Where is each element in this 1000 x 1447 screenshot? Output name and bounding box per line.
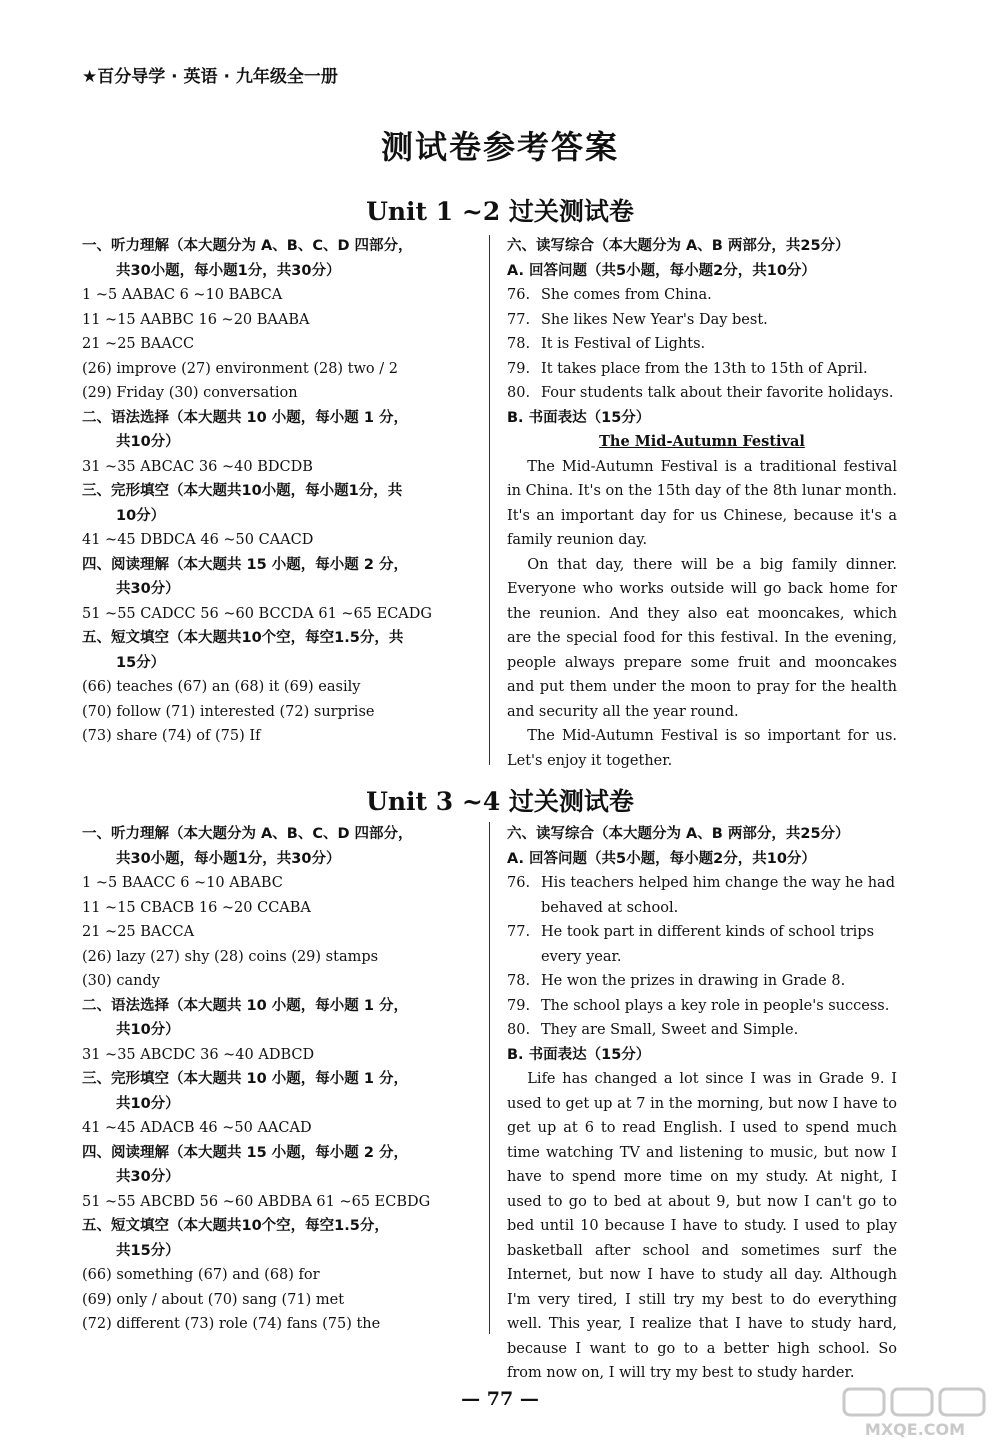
answer-line: 51 ~55 ABCBD 56 ~60 ABDBA 61 ~65 ECBDG <box>82 1193 431 1210</box>
answer-line: (69) only / about (70) sang (71) met <box>82 1291 345 1308</box>
watermark-logo <box>840 1385 990 1440</box>
essay-paragraph: Life has changed a lot since I was in Grade 9. I used to get up at 7 in the morning, but now I have to get up at 6 to read English. I used to spend much time watching TV and listening to music, but now I have to spend more time on my study. At night, I used to go to bed at about 9, but now I can't go to bed until 10 because I have to study. I used to play basketball after school and sometimes surf the Internet, but now I have to study all day. Although I'm very tired, I still try my best to do everything well. This year, I realize that I have to study hard, because I want to go to a better high school. So from now on, I will try my best to study harder. <box>507 1071 897 1381</box>
section-cloze: 三、完形填空（本大题共 10 小题，每小题 1 分， 共10分） <box>82 1071 408 1112</box>
section-cloze: 三、完形填空（本大题共10小题，每小题1分，共 10分） <box>82 483 403 524</box>
unit-3-4-title: Unit 3 ~4 过关测试卷 <box>366 787 634 816</box>
essay-title: The Mid-Autumn Festival <box>599 433 805 450</box>
answer-line: 11 ~15 AABBC 16 ~20 BAABA <box>82 311 310 328</box>
answer-line: 41 ~45 ADACB 46 ~50 AACAD <box>82 1120 312 1136</box>
answer-77: 77. She likes New Year's Day best. <box>507 311 768 328</box>
answer-line: 11 ~15 CBACB 16 ~20 CCABA <box>82 899 311 916</box>
answer-line: 41 ~45 DBDCA 46 ~50 CAACD <box>82 532 314 548</box>
section-fill-blank: 五、短文填空（本大题共10个空，每空1.5分，共 15分） <box>82 630 404 671</box>
svg-text:MXQE.COM: MXQE.COM <box>864 1420 966 1439</box>
part-a-heading: A. 回答问题（共5小题，每小题2分，共10分） <box>507 262 816 279</box>
essay-paragraph: The Mid-Autumn Festival is a traditional festival in China. It's on the 15th day of the 8th lunar month. It's an important day for us Chinese, because it's a family reunion day. <box>507 458 897 548</box>
section-listening: 一、听力理解（本大题分为 A、B、C、D 四部分， 共30小题，每小题1分，共30分） <box>82 238 413 279</box>
section-grammar: 二、语法选择（本大题共 10 小题，每小题 1 分， 共10分） <box>82 409 408 450</box>
answer-79: 79. It takes place from the 13th to 15th of April. <box>507 360 868 377</box>
answer-line: (66) something (67) and (68) for <box>82 1267 320 1283</box>
answer-76: 76. His teachers helped him change the way he had behaved at school. <box>507 875 895 916</box>
book-header: ★百分导学 · 英语 · 九年级全一册 <box>82 67 338 87</box>
answer-line: 21 ~25 BAACC <box>82 336 195 352</box>
answer-78: 78. He won the prizes in drawing in Grade 8. <box>507 973 846 989</box>
part-b-heading: B. 书面表达（15分） <box>507 409 651 426</box>
page-title: 测试卷参考答案 <box>380 128 619 166</box>
part-b-heading: B. 书面表达（15分） <box>507 1046 651 1063</box>
answer-line: 1 ~5 AABAC 6 ~10 BABCA <box>82 287 283 303</box>
answer-80: 80. They are Small, Sweet and Simple. <box>507 1022 799 1038</box>
unit-1-2-title: Unit 1 ~2 过关测试卷 <box>366 197 634 226</box>
unit-3-4-left-column <box>82 822 477 1337</box>
answer-line: (26) lazy (27) shy (28) coins (29) stamps <box>82 948 379 965</box>
answer-78: 78. It is Festival of Lights. <box>507 336 706 352</box>
answer-line: (29) Friday (30) conversation <box>82 385 298 401</box>
answer-line: 21 ~25 BACCA <box>82 924 195 940</box>
section-grammar: 二、语法选择（本大题共 10 小题，每小题 1 分， 共10分） <box>82 997 408 1038</box>
answer-line: 51 ~55 CADCC 56 ~60 BCCDA 61 ~65 ECADG <box>82 605 432 622</box>
answer-line: 1 ~5 BAACC 6 ~10 ABABC <box>82 875 283 891</box>
answer-line: (30) candy <box>82 973 160 989</box>
answer-76: 76. She comes from China. <box>507 287 712 303</box>
unit-1-2-left-column <box>82 234 477 749</box>
answer-line: (66) teaches (67) an (68) it (69) easily <box>82 679 361 695</box>
answer-80: 80. Four students talk about their favorite holidays. <box>507 385 894 401</box>
section-reading: 四、阅读理解（本大题共 15 小题，每小题 2 分， 共30分） <box>82 1144 408 1185</box>
section-reading-writing: 六、读写综合（本大题分为 A、B 两部分，共25分） <box>507 238 850 254</box>
answer-77: 77. He took part in different kinds of school trips every year. <box>507 924 875 965</box>
section-reading-writing: 六、读写综合（本大题分为 A、B 两部分，共25分） <box>507 826 850 842</box>
answer-line: (26) improve (27) environment (28) two / 2 <box>82 360 398 377</box>
page-number: — 77 — <box>461 1388 539 1410</box>
column-divider <box>489 822 490 1334</box>
section-reading: 四、阅读理解（本大题共 15 小题，每小题 2 分， 共30分） <box>82 556 408 597</box>
essay-paragraph: On that day, there will be a big family dinner. Everyone who works outside will go back home for the reunion. And they also eat mooncakes, which are the special food for this festival. In the evening, people always prepare some fruit and mooncakes and put them under the moon to pray for the health and security all the year round. <box>507 556 897 720</box>
answer-line: (73) share (74) of (75) If <box>82 728 261 744</box>
unit-3-4-right-column <box>507 822 897 1386</box>
section-listening: 一、听力理解（本大题分为 A、B、C、D 四部分， 共30小题，每小题1分，共30分） <box>82 826 413 867</box>
answer-line: 31 ~35 ABCDC 36 ~40 ADBCD <box>82 1046 315 1063</box>
answer-line: (70) follow (71) interested (72) surprise <box>82 703 375 720</box>
answer-79: 79. The school plays a key role in people's success. <box>507 997 890 1014</box>
unit-1-2-right-column <box>507 234 897 773</box>
column-divider <box>489 235 490 765</box>
essay-paragraph: The Mid-Autumn Festival is so important for us. Let's enjoy it together. <box>507 728 897 769</box>
part-a-heading: A. 回答问题（共5小题，每小题2分，共10分） <box>507 850 816 867</box>
answer-line: 31 ~35 ABCAC 36 ~40 BDCDB <box>82 458 313 475</box>
section-fill-blank: 五、短文填空（本大题共10个空，每空1.5分， 共15分） <box>82 1218 389 1259</box>
answer-line: (72) different (73) role (74) fans (75) the <box>82 1316 381 1332</box>
